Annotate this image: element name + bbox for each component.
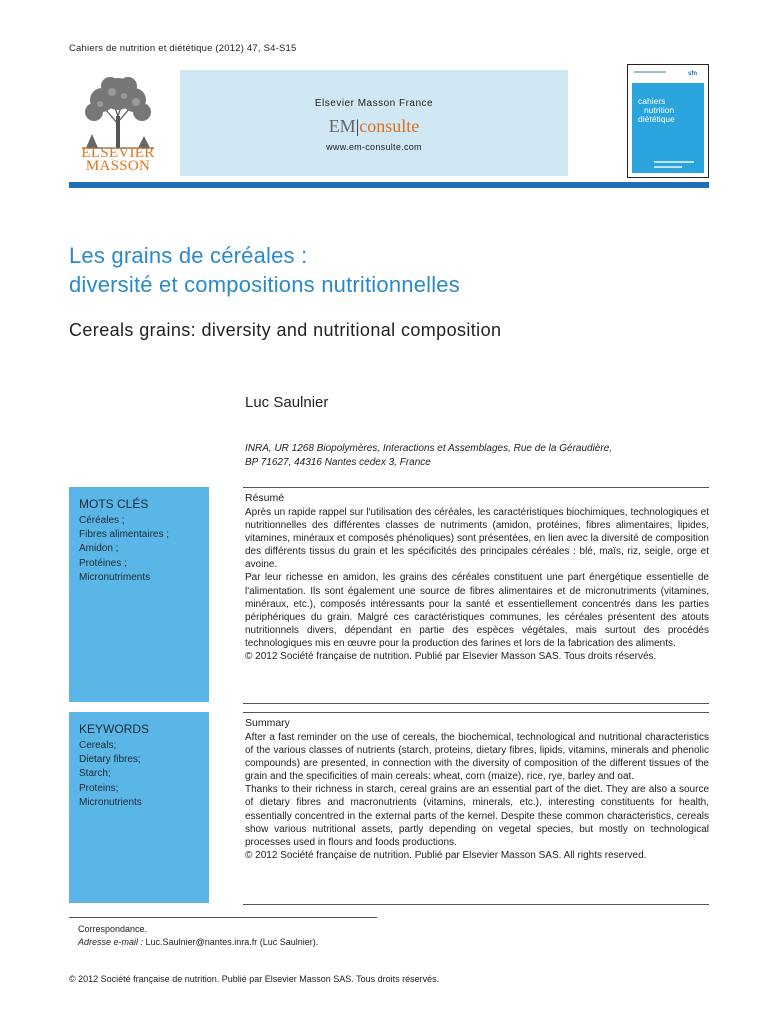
- title-fr-line-2: diversité et compositions nutritionnelles: [69, 272, 460, 297]
- cover-panel: [632, 83, 704, 173]
- email-label: Adresse e-mail :: [78, 937, 144, 947]
- journal-cover-image: [627, 64, 709, 178]
- elsevier-tree-logo-icon: [72, 72, 164, 150]
- mots-cles-list: [79, 514, 169, 585]
- summary-body: [245, 731, 709, 862]
- consulte-logo-part: consulte: [359, 116, 420, 136]
- correspondence-footnote: [78, 923, 318, 949]
- publisher-header-band: [180, 70, 568, 176]
- keyword-item: Céréales ;: [79, 515, 125, 526]
- cover-title-line: nutrition: [644, 105, 675, 115]
- cover-decoration: [634, 71, 666, 73]
- resume-copyright: © 2012 Société française de nutrition. Publié par Elsevier Masson SAS. Tous droits réservés.: [245, 651, 657, 663]
- keyword-item: Proteins;: [79, 782, 119, 794]
- mots-cles-panel: [69, 487, 209, 702]
- cover-decoration: [654, 166, 682, 168]
- summary-heading: Summary: [245, 717, 290, 729]
- keyword-item: Micronutrients: [79, 796, 142, 808]
- cover-sfn-logo: sfn: [688, 71, 697, 77]
- author-affiliation: [245, 442, 612, 470]
- cover-title-line: cahiers: [638, 96, 666, 106]
- em-consulte-logo[interactable]: [180, 116, 568, 137]
- keyword-item: Cereals;: [79, 740, 117, 751]
- author-name: Luc Saulnier: [245, 394, 329, 411]
- cover-decoration: [654, 161, 694, 163]
- resume-body: [245, 506, 709, 663]
- resume-paragraph: Par leur richesse en amidon, les grains des céréales constituent une part énergétique essentielle de l'alimentation. Ils sont également une source de fibres alimentaires et de micronutriments (vitamines, minéraux, etc.), composés intéressants pour la santé et essentiellement concentrés dans les parties périphériques du grain. Malgré ces caractéristiques communes, les céréales présentent des atouts nutritionnels divers, dépendant en partie des espèces végétales, mais surtout des procédés technologiques mis en œuvre pour la production des farines et lors de la fabrication des aliments.: [245, 572, 709, 649]
- publisher-url-link[interactable]: www.em-consulte.com: [326, 142, 422, 152]
- footnote-divider: [69, 917, 377, 918]
- summary-section: [243, 712, 709, 905]
- resume-paragraph: Après un rapide rappel sur l'utilisation des céréales, les caractéristiques biochimiques, technologiques et nutritionnelles des différentes classes de nutriments (amidon, protéines, fibres alimentaires, lipides, vitamines, minéraux et composés phénoliques) sont présentées, en lien avec la diversité de composition des différents tissus du grain et les spécificités des principales céréales : blé, maïs, riz, seigle, orge et avoine.: [245, 507, 709, 571]
- keyword-item: Micronutriments: [79, 571, 151, 583]
- wordmark-line-1: ELSEVIER: [81, 145, 155, 161]
- journal-reference: Cahiers de nutrition et diététique (2012) 47, S4-S15: [69, 43, 297, 54]
- logo-separator: |: [355, 116, 360, 136]
- header-divider: [69, 182, 709, 188]
- summary-paragraph: Thanks to their richness in starch, cereal grains are an essential part of the diet. They are also a source of dietary fibres and macronutrients (vitamins, minerals, etc.), interesting constituents for health, essentially concentred in the external parts of the kernel. Despite these common characteristics, cereals show various nutritional assets, partly depending on vegetal species, but mostly on technological processes used in flours and foods productions.: [245, 784, 709, 848]
- cover-title: [638, 97, 675, 124]
- article-title-english: Cereals grains: diversity and nutritional composition: [69, 320, 502, 340]
- elsevier-masson-wordmark: [68, 147, 168, 173]
- keyword-item: Starch;: [79, 768, 111, 780]
- footnote-line: Correspondance.: [78, 924, 148, 934]
- footer-copyright: © 2012 Société française de nutrition. Publié par Elsevier Masson SAS. Tous droits réservés.: [69, 974, 440, 984]
- keyword-item: Amidon ;: [79, 543, 119, 555]
- keyword-item: Protéines ;: [79, 557, 127, 569]
- keywords-heading: KEYWORDS: [79, 722, 150, 736]
- resume-section: [243, 487, 709, 704]
- summary-paragraph: After a fast reminder on the use of cereals, the biochemical, technological and nutritional characteristics of the various classes of nutrients (starch, proteins, dietary fibres, lipids, vitamins, minerals and phenolic compounds) are presented, in connection with the diversity of composition of the different tissues of the grain and the specificities of main cereals: wheat, corn (maize), rice, rye, barley and oat.: [245, 732, 709, 783]
- author-email-link[interactable]: Luc.Saulnier@nantes.inra.fr (Luc Saulnier).: [145, 937, 319, 947]
- em-logo-part: EM: [328, 116, 356, 136]
- keywords-panel: [69, 712, 209, 903]
- cover-title-line: diététique: [638, 114, 675, 124]
- mots-cles-heading: MOTS CLÉS: [79, 497, 149, 511]
- title-fr-line-1: Les grains de céréales :: [69, 243, 308, 268]
- wordmark-line-2: MASSON: [85, 158, 151, 174]
- resume-heading: Résumé: [245, 492, 285, 504]
- keywords-list: [79, 739, 142, 810]
- publisher-name: Elsevier Masson France: [314, 98, 434, 109]
- keyword-item: Dietary fibres;: [79, 754, 141, 766]
- footnote-email-line: [78, 936, 318, 949]
- summary-copyright: © 2012 Société française de nutrition. Publié par Elsevier Masson SAS. All rights reserved.: [245, 849, 647, 861]
- affiliation-line-1: INRA, UR 1268 Biopolymères, Interactions et Assemblages, Rue de la Géraudière,: [245, 443, 613, 454]
- article-title-french: [69, 241, 460, 299]
- affiliation-line-2: BP 71627, 44316 Nantes cedex 3, France: [245, 457, 431, 468]
- keyword-item: Fibres alimentaires ;: [79, 529, 170, 541]
